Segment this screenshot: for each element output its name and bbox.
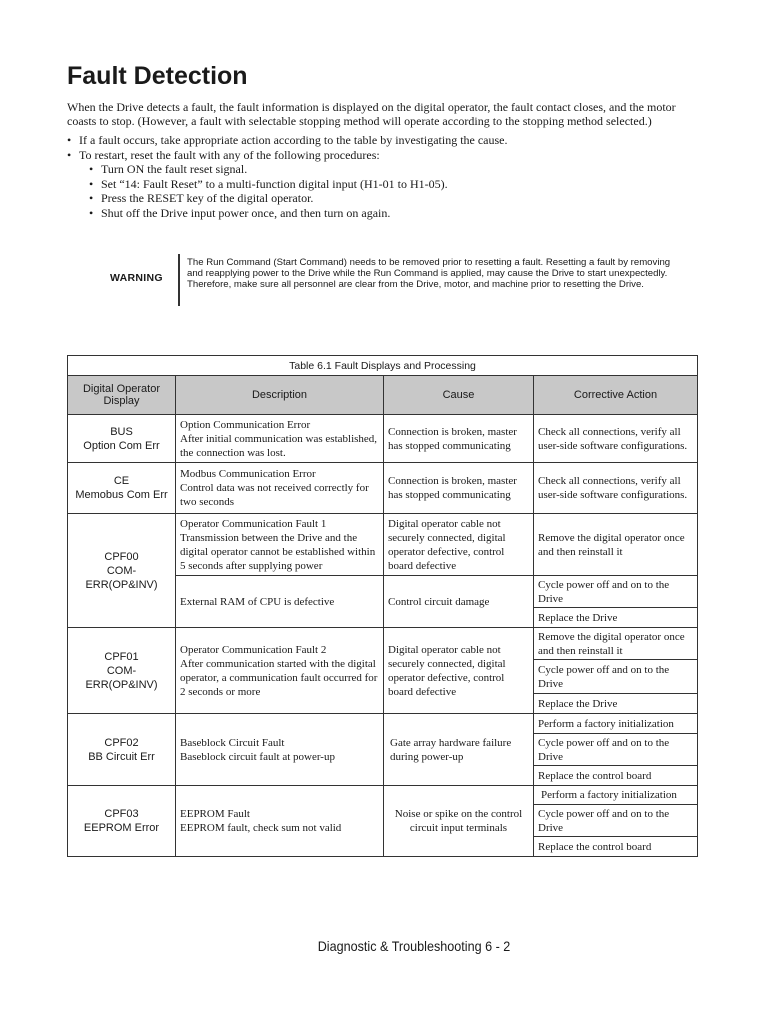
column-header: Corrective Action (534, 376, 698, 415)
description-cell (176, 714, 384, 786)
fault-code: CPF01 (104, 650, 139, 663)
fault-display: Memobus Com Err (75, 489, 168, 501)
procedure-list (67, 133, 707, 220)
fault-code: CPF00 (104, 550, 139, 563)
table-row (68, 714, 698, 734)
fault-code-cell (68, 463, 176, 514)
description-title: Option Communication Error (180, 418, 311, 431)
description-cell (176, 628, 384, 714)
intro-paragraph: When the Drive detects a fault, the fault information is displayed on the digital operator, the fault contact closes, and the motor coasts to stop. (However, a fault with selectable stopping method will operate according to the stopping method selected.) (67, 100, 676, 128)
fault-display: COM-ERR(OP&INV) (85, 664, 158, 691)
fault-display: BB Circuit Err (88, 750, 155, 763)
list-item (67, 148, 707, 221)
cause-cell: Control circuit damage (384, 576, 534, 628)
action-cell: Replace the control board (534, 766, 698, 786)
action-cell: Remove the digital operator once and then reinstall it (534, 628, 698, 660)
description-title: Operator Communication Fault 1 (180, 517, 327, 530)
list-item: • Set “14: Fault Reset” to a multi-function digital input (H1-01 to H1-05). (89, 177, 707, 192)
description-body: After initial communication was established, the connection was lost. (180, 432, 378, 459)
table-row (68, 463, 698, 514)
table-row (68, 628, 698, 660)
list-item-text: To restart, reset the fault with any of the following procedures: (79, 147, 380, 162)
list-item: • Press the RESET key of the digital operator. (89, 191, 707, 206)
fault-code: CE (113, 475, 130, 487)
fault-code-cell (68, 786, 176, 857)
table-row (68, 786, 698, 805)
warning-label: WARNING (110, 272, 163, 284)
page-footer (0, 938, 768, 954)
description-body: EEPROM fault, check sum not valid (180, 822, 342, 834)
column-header: Description (176, 376, 384, 415)
fault-display: COM-ERR(OP&INV) (85, 564, 158, 591)
action-cell: Cycle power off and on to the Drive (534, 805, 698, 837)
action-cell: Check all connections, verify all user-side software configurations. (534, 463, 698, 514)
description-cell: External RAM of CPU is defective (176, 576, 384, 628)
list-item: • If a fault occurs, take appropriate action according to the table by investigating the cause. (67, 133, 707, 148)
fault-code: CPF03 (104, 808, 139, 820)
fault-code-cell (68, 415, 176, 463)
description-title: EEPROM Fault (180, 808, 250, 820)
action-cell: Replace the Drive (534, 608, 698, 628)
description-body: Control data was not received correctly for two seconds (180, 482, 369, 508)
cause-cell: Digital operator cable not securely connected, digital operator defective, control board defective (384, 514, 534, 576)
table-row (68, 415, 698, 463)
action-cell: Cycle power off and on to the Drive (534, 660, 698, 694)
column-header: Cause (384, 376, 534, 415)
description-body: After communication started with the digital operator, a communication fault occurred for 2 seconds or more (180, 657, 378, 698)
fault-table (67, 355, 698, 857)
cause-cell: Connection is broken, master has stopped communicating (384, 415, 534, 463)
description-title: Baseblock Circuit Fault (180, 736, 285, 749)
table-caption: Table 6.1 Fault Displays and Processing (68, 356, 698, 376)
fault-code-cell (68, 514, 176, 628)
description-body: Baseblock circuit fault at power-up (180, 750, 335, 763)
cause-cell: Digital operator cable not securely connected, digital operator defective, control board defective (384, 628, 534, 714)
action-cell: Check all connections, verify all user-side software configurations. (534, 415, 698, 463)
list-item: • Shut off the Drive input power once, and then turn on again. (89, 206, 707, 221)
action-cell: Perform a factory initialization (534, 786, 698, 805)
action-cell: Remove the digital operator once and then reinstall it (534, 514, 698, 576)
action-cell: Perform a factory initialization (534, 714, 698, 734)
fault-code: CPF02 (104, 736, 139, 749)
cause-cell: Connection is broken, master has stopped communicating (384, 463, 534, 514)
description-cell (176, 514, 384, 576)
cause-cell: Noise or spike on the control circuit input terminals (384, 786, 534, 857)
warning-text: The Run Command (Start Command) needs to be removed prior to resetting a fault. Resetting a fault by removing and reapplying power to the Drive while the Run Command is applied, may cause the Drive to start unexpectedly. Therefore, make sure all personnel are clear from the Drive, motor, and machine prior to resetting the Drive. (187, 257, 671, 290)
cause-cell: Gate array hardware failure during power-up (384, 714, 534, 786)
fault-display: Option Com Err (83, 439, 160, 452)
description-title: Operator Communication Fault 2 (180, 643, 327, 656)
table-header-row (68, 376, 698, 415)
warning-divider (178, 254, 180, 306)
action-cell: Cycle power off and on to the Drive (534, 576, 698, 608)
action-cell: Replace the control board (534, 837, 698, 857)
fault-code: BUS (110, 425, 133, 438)
footer-text: Diagnostic & Troubleshooting 6 - 2 (317, 938, 511, 954)
fault-code-cell (68, 714, 176, 786)
list-item: • Turn ON the fault reset signal. (89, 162, 707, 177)
reset-procedure-list (79, 162, 707, 220)
column-header: Digital Operator Display (68, 376, 176, 415)
action-cell: Cycle power off and on to the Drive (534, 734, 698, 766)
description-body: Transmission between the Drive and the digital operator cannot be established within 5 seconds after supplying power (180, 531, 376, 572)
table-row (68, 514, 698, 576)
fault-code-cell (68, 628, 176, 714)
page-title: Fault Detection (67, 62, 248, 90)
action-cell: Replace the Drive (534, 694, 698, 714)
description-title: Modbus Communication Error (180, 468, 316, 480)
fault-display: EEPROM Error (83, 822, 160, 834)
description-cell (176, 463, 384, 514)
description-cell (176, 786, 384, 857)
description-cell (176, 415, 384, 463)
